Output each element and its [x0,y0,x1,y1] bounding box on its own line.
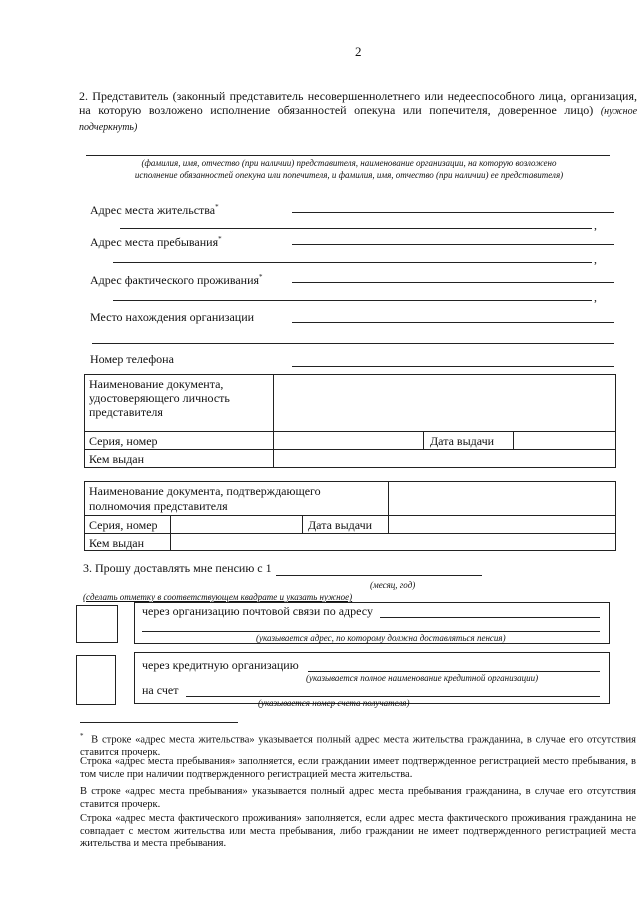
table1-doc-name-3: представителя [89,405,163,419]
representative-name-line[interactable] [86,155,610,156]
table2-issued-value[interactable] [171,534,615,550]
account-label: на счет [142,683,179,697]
org-location-label: Место нахождения организации [90,310,255,324]
credit-org-line[interactable] [308,671,600,672]
table2-series-value[interactable] [171,516,301,532]
org-location-line-2[interactable] [92,343,614,344]
account-line[interactable] [186,696,600,697]
post-option-label: через организацию почтовой связи по адресу [142,604,373,618]
table1-series-label: Серия, номер [89,434,158,448]
table2-date-left [302,515,303,533]
account-caption: (указывается номер счета получателя) [258,698,410,708]
section-2-hint: (нужное подчеркнуть) [79,106,638,133]
stay-comma: , [594,252,597,266]
table2-series-label: Серия, номер [89,518,158,532]
table1-series-value[interactable] [274,432,422,448]
phone-line[interactable] [292,366,614,367]
table1-date-left [423,431,424,449]
section-3-text: 3. Прошу доставлять мне пенсию с 1 [83,561,272,575]
post-address-line-1[interactable] [380,617,600,618]
post-address-line-2[interactable] [142,631,600,632]
footnote-4: Строка «адрес места фактического проживания» заполняется, если адрес места фактического проживания гражданина не совпадает с местом жительства или места пребывания, либо граждании не имеет подтвержденного регистрацией места жительства и места пребывания. [80,813,636,849]
section-2-text: 2. Представитель (законный представитель несовершеннолетнего или недееспособного лица, организация, на которую возложено исполнение обязанностей опекуна или попечителя, доверенное лицо) [79,89,637,117]
stay-address-label: Адрес места пребывания* [90,235,222,249]
footnote-3: В строке «адрес места пребывания» указывается полный адрес места пребывания гражданина, в случае его отсутствия ставится прочерк. [80,786,636,810]
credit-caption: (указывается полное наименование кредитной организации) [306,673,539,683]
residence-address-line-2[interactable] [120,228,592,229]
mark-caption: (сделать отметку в соответствующем квадрате и указать нужное) [83,592,353,602]
start-date-line[interactable] [276,575,482,576]
table2-doc-name-1: Наименование документа, подтверждающего [89,484,321,498]
residence-address-line-1[interactable] [292,212,614,213]
table1-issued-value[interactable] [274,450,615,467]
stay-address-line-1[interactable] [292,244,614,245]
table2-date-value[interactable] [389,516,615,532]
table1-doc-name-value[interactable] [274,375,615,430]
footnote-1: * В строке «адрес места жительства» указывается полный адрес места жительства гражданина, в случае его отсутствия ставится прочерк. [80,732,636,758]
representative-name-caption-1: (фамилия, имя, отчество (при наличии) представителя, наименование организации, на которую возложено [141,158,557,168]
section-2-heading [79,89,637,135]
actual-address-line-2[interactable] [113,300,592,301]
actual-address-label: Адрес фактического проживания* [90,273,263,287]
footnote-separator [80,722,238,723]
table2-date-label: Дата выдачи [308,518,373,532]
org-location-line-1[interactable] [292,322,614,323]
table1-doc-name-2: удостоверяющего личность [89,391,230,405]
start-date-caption: (месяц, год) [370,580,416,590]
table1-doc-name-1: Наименование документа, [89,377,224,391]
representative-name-caption-2: исполнение обязанностей опекуна или попечителя, и фамилия, имя, отчество (при наличии) ее представителя) [134,170,564,180]
page-number: 2 [355,44,362,59]
footnote-2: Строка «адрес места пребывания» заполняется, если граждании имеет подтвержденное регистрацией место пребывания, в том числе при наличии подтвержденного регистрацией места жительства. [80,756,636,780]
table2-issued-label: Кем выдан [89,536,145,550]
table2-doc-name-2: полномочия представителя [89,499,228,513]
table1-date-value[interactable] [514,432,615,448]
post-option-checkbox[interactable] [76,605,118,643]
post-caption: (указывается адрес, по которому должна доставляться пенсия) [256,633,506,643]
actual-address-line-1[interactable] [292,282,614,283]
credit-option-label: через кредитную организацию [142,658,299,672]
actual-comma: , [594,290,597,304]
credit-option-checkbox[interactable] [76,655,116,705]
residence-address-label: Адрес места жительства* [90,203,219,217]
stay-address-line-2[interactable] [113,262,592,263]
phone-label: Номер телефона [90,352,174,366]
table2-doc-name-value[interactable] [389,482,615,514]
residence-comma: , [594,218,597,232]
table1-issued-label: Кем выдан [89,452,145,466]
table1-date-label: Дата выдачи [430,434,495,448]
